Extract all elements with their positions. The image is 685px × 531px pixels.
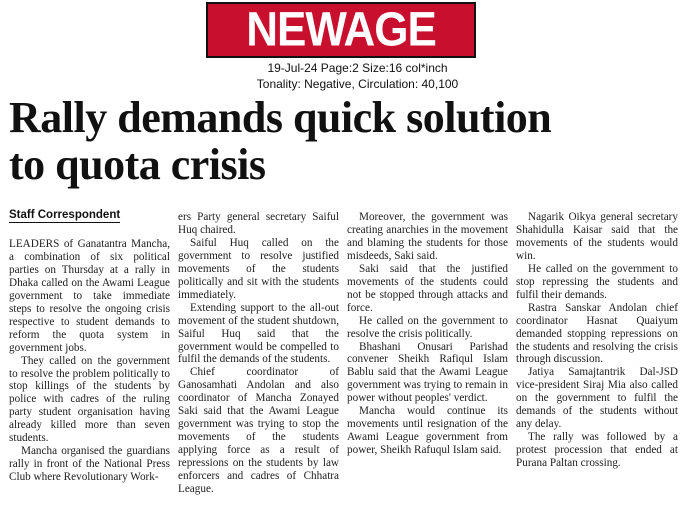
- paragraph: Mancha would continue its movements until resignation of the Awami League government from power, Sheikh Rafuqul Islam said.: [347, 405, 508, 457]
- paragraph: Bhashani Onusari Parishad convener Sheikh Rafiqul Islam Bablu said that the Awami League government was trying to remain in power without peoples' verdict.: [347, 340, 508, 405]
- logo-new: NEW: [246, 2, 344, 57]
- logo-wordmark: [246, 2, 436, 57]
- paragraph: He called on the government to resolve the crisis politically.: [347, 314, 508, 340]
- paragraph: They called on the government to resolve the problem politically to stop killings of the students by police with cadres of the ruling party student organisation having already killed more than seven students.: [9, 354, 170, 445]
- paragraph: Jatiya Samajtantrik Dal-JSD vice-president Siraj Mia also called on the government to fulfil the demands of the students without any delay.: [516, 366, 678, 431]
- article-column-1: [9, 238, 170, 484]
- paragraph: Mancha organised the guardians rally in front of the National Press Club where Revolutionary Work-: [9, 445, 170, 484]
- article-column-2: [178, 211, 339, 496]
- clip-meta-date-page: 19-Jul-24 Page:2 Size:16 col*inch: [267, 61, 448, 75]
- paragraph: The rally was followed by a protest procession that ended at Purana Paltan crossing.: [516, 431, 678, 470]
- headline-line-1: Rally demands quick solution: [9, 93, 552, 142]
- logo-age: AGE: [343, 2, 436, 57]
- paragraph: Saki said that the justified movements of the students could not be stopped through attacks and force.: [347, 262, 508, 314]
- paragraph: Moreover, the government was creating anarchies in the movement and blaming the students for those misdeeds, Saki said.: [347, 211, 508, 262]
- paragraph: Extending support to the all-out movement of the student shutdown, Saiful Huq said that the government would be compelled to fulfil the demands of the students.: [178, 301, 339, 366]
- paragraph: Rastra Sanskar Andolan chief coordinator Hasnat Quaiyum demanded stopping repressions on the students and resolving the crisis through discussion.: [516, 301, 678, 366]
- paragraph: Chief coordinator of Ganosamhati Andolan and also coordinator of Mancha Zonayed Saki said that the Awami League government was trying to stop the movements of the students applying force as a result of repressions on the students by law enforcers and cadres of Chhatra League.: [178, 366, 339, 496]
- byline: Staff Correspondent: [9, 209, 121, 221]
- article-headline: [9, 94, 679, 188]
- headline-line-2: to quota crisis: [9, 140, 266, 189]
- article-column-3: [347, 211, 508, 457]
- article-column-4: [516, 211, 678, 470]
- paragraph: ers Party general secretary Saiful Huq chaired.: [178, 211, 339, 236]
- paragraph: Saiful Huq called on the government to resolve justified movements of the students politically and sit with the students immediately.: [178, 236, 339, 301]
- paragraph: He called on the government to stop repressing the students and fulfil their demands.: [516, 262, 678, 301]
- paragraph: LEADERS of Ganatantra Mancha, a combination of six political parties on Thursday at a rally in Dhaka called on the Awami League government to take immediate steps to resolve the ongoing crisis respective to student demands to reform the quota system in government jobs.: [9, 238, 170, 354]
- newspaper-logo: [206, 2, 476, 58]
- paragraph: Nagarik Oikya general secretary Shahidulla Kaisar said that the movements of the students would win.: [516, 211, 678, 262]
- clip-meta-tonality: Tonality: Negative, Circulation: 40,100: [256, 77, 459, 91]
